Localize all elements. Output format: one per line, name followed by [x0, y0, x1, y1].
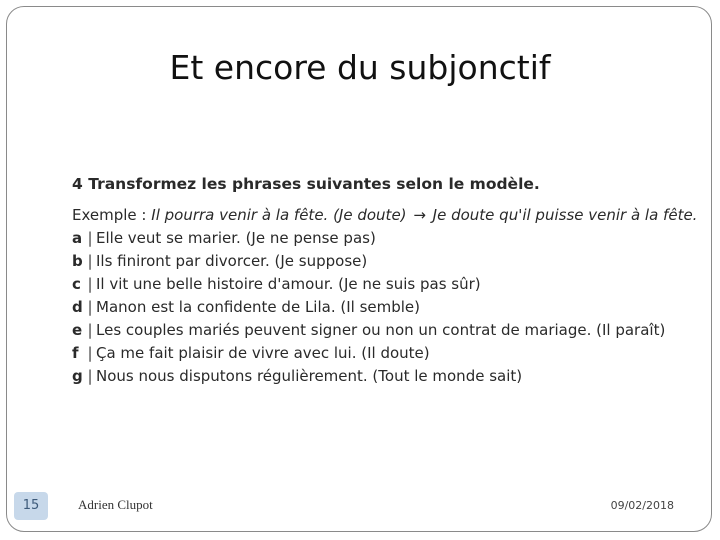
item-letter: d	[72, 298, 83, 316]
footer-author: Adrien Clupot	[78, 497, 153, 512]
example-result: Je doute qu'il puisse venir à la fête.	[432, 206, 698, 224]
exercise-heading	[72, 172, 682, 196]
exercise-number: 4	[72, 175, 83, 193]
slide-title: Et encore du subjonctif	[169, 48, 551, 87]
separator-bar: |	[87, 252, 93, 270]
example-label: Exemple :	[72, 206, 147, 224]
item-letter: b	[72, 252, 83, 270]
exercise-item-b	[72, 250, 682, 273]
exercise-item-d	[72, 296, 682, 319]
item-letter: g	[72, 367, 83, 385]
item-text: Nous nous disputons régulièrement. (Tout le monde sait)	[96, 367, 523, 385]
separator-bar: |	[87, 298, 93, 316]
item-letter: e	[72, 321, 83, 339]
item-letter: c	[72, 275, 81, 293]
separator-bar: |	[87, 344, 93, 362]
exercise-item-c	[72, 273, 682, 296]
footer-date: 09/02/2018	[610, 499, 674, 512]
item-text: Les couples mariés peuvent signer ou non un contrat de mariage. (Il paraît)	[96, 321, 666, 339]
item-text: Il vit une belle histoire d'amour. (Je ne suis pas sûr)	[96, 275, 481, 293]
exercise-item-g	[72, 365, 682, 388]
separator-bar: |	[87, 321, 93, 339]
exercise-item-e	[72, 319, 682, 342]
exercise-item-a	[72, 227, 682, 250]
example-source: Il pourra venir à la fête. (Je doute)	[151, 206, 407, 224]
item-letter: f	[72, 344, 79, 362]
exercise-example	[72, 204, 698, 227]
exercise-block	[72, 172, 698, 388]
arrow-icon: →	[413, 206, 426, 224]
item-text: Ils finiront par divorcer. (Je suppose)	[96, 252, 368, 270]
separator-bar: |	[87, 275, 93, 293]
separator-bar: |	[87, 229, 93, 247]
slide-number: 15	[14, 492, 48, 520]
item-text: Elle veut se marier. (Je ne pense pas)	[96, 229, 376, 247]
item-text: Ça me fait plaisir de vivre avec lui. (Il doute)	[96, 344, 430, 362]
separator-bar: |	[87, 367, 93, 385]
item-text: Manon est la confidente de Lila. (Il semble)	[96, 298, 421, 316]
exercise-instruction: Transformez les phrases suivantes selon le modèle.	[88, 175, 540, 193]
exercise-item-f	[72, 342, 682, 365]
item-letter: a	[72, 229, 83, 247]
